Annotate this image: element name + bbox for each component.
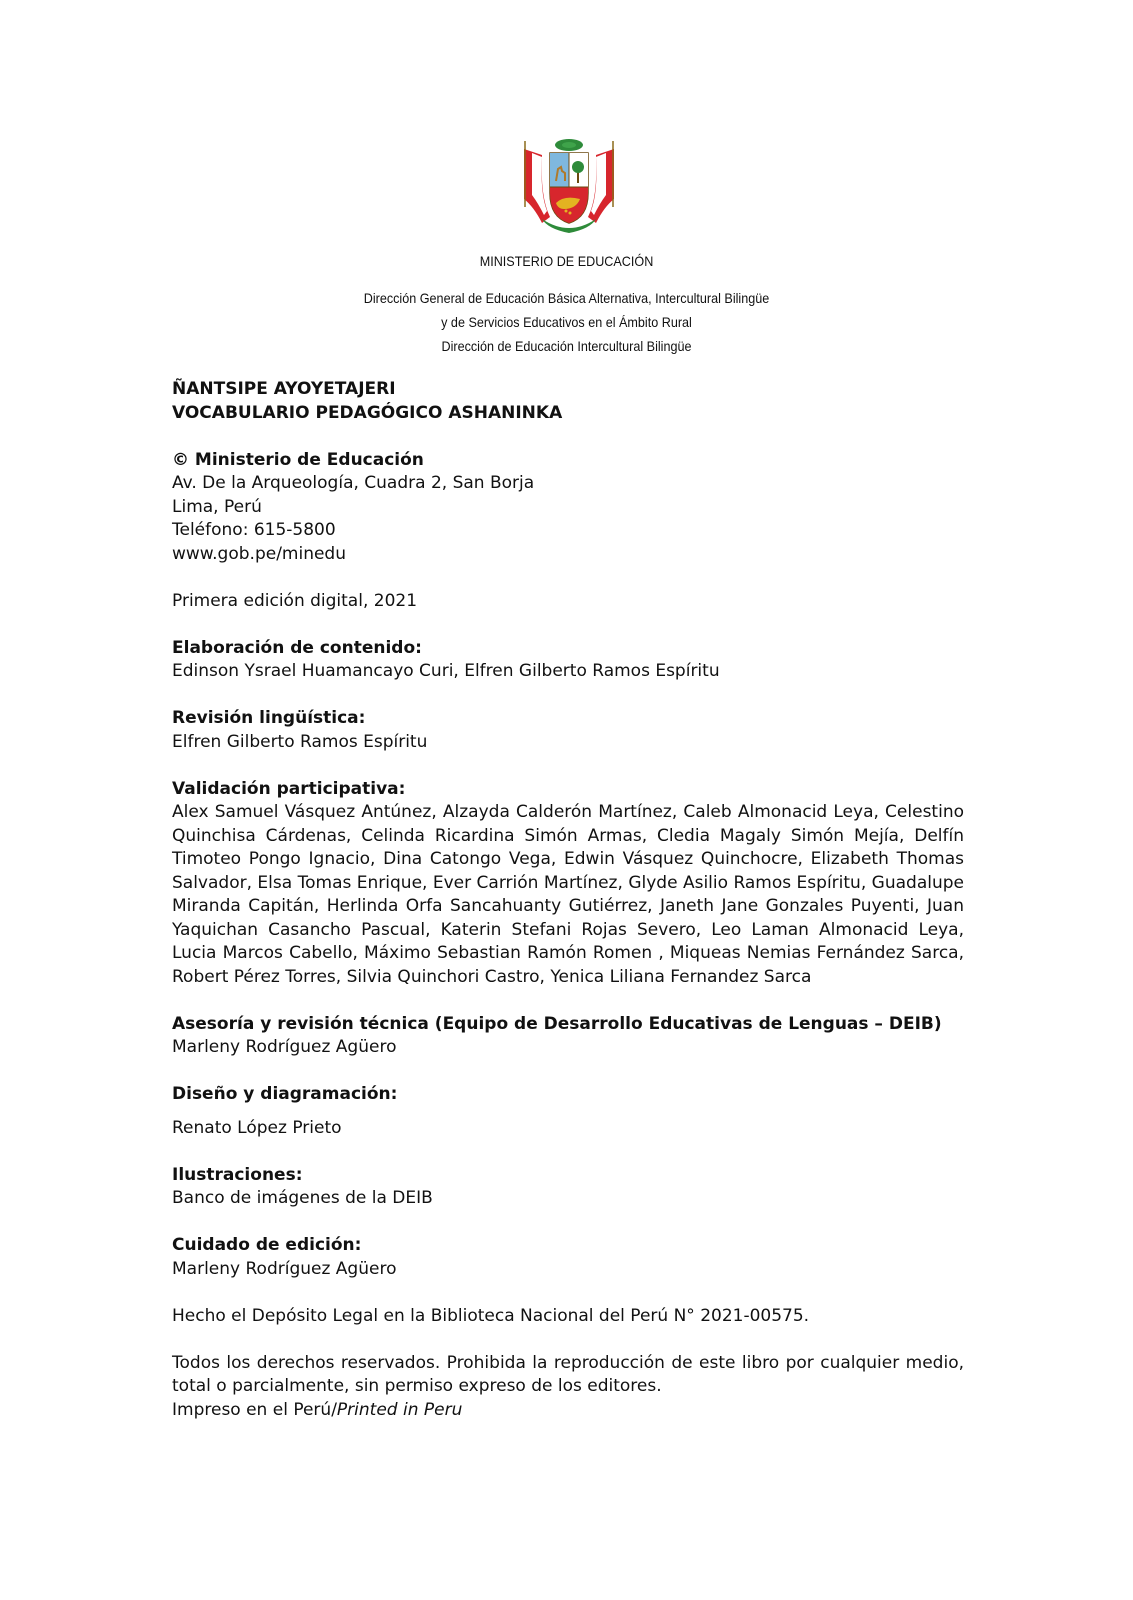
editor: Marleny Rodríguez Agüero bbox=[172, 1258, 397, 1279]
direction-line: Dirección General de Educación Básica Alternativa, Intercultural Bilingüe bbox=[363, 290, 770, 306]
coat-of-arms-of-peru-icon bbox=[520, 137, 618, 237]
direction-line: Dirección de Educación Intercultural Bilingüe bbox=[441, 338, 692, 354]
rights-notice: Todos los derechos reservados. Prohibida la reproducción de este libro por cualquier medio, total o parcialmente, sin permiso expreso de los editores. bbox=[172, 1352, 964, 1396]
designer: Renato López Prieto bbox=[172, 1117, 342, 1138]
content-label: Elaboración de contenido: bbox=[172, 637, 422, 658]
validation-label: Validación participativa: bbox=[172, 778, 406, 799]
direction-line: y de Servicios Educativos en el Ámbito Rural bbox=[441, 314, 692, 330]
printed-en: Printed in Peru bbox=[336, 1399, 463, 1420]
illustrations-source: Banco de imágenes de la DEIB bbox=[172, 1188, 433, 1208]
linguistic-reviewer: Elfren Gilberto Ramos Espíritu bbox=[172, 731, 428, 752]
publisher-web: www.gob.pe/minedu bbox=[172, 543, 347, 564]
legal-deposit: Hecho el Depósito Legal en la Biblioteca Nacional del Perú N° 2021-00575. bbox=[172, 1305, 810, 1326]
credits-content bbox=[172, 378, 964, 1422]
illustrations-label: Ilustraciones: bbox=[172, 1164, 303, 1185]
publisher-city: Lima, Perú bbox=[172, 496, 262, 517]
content-authors: Edinson Ysrael Huamancayo Curi, Elfren Gilberto Ramos Espíritu bbox=[172, 661, 720, 681]
printed-notice bbox=[172, 1399, 964, 1423]
advisory-label: Asesoría y revisión técnica (Equipo de Desarrollo Educativas de Lenguas – DEIB) bbox=[172, 1013, 942, 1034]
book-title-spanish: VOCABULARIO PEDAGÓGICO ASHANINKA bbox=[172, 402, 563, 423]
advisory-person: Marleny Rodríguez Agüero bbox=[172, 1037, 397, 1057]
edition: Primera edición digital, 2021 bbox=[172, 590, 418, 611]
design-label: Diseño y diagramación: bbox=[172, 1084, 398, 1104]
linguistic-review-label: Revisión lingüística: bbox=[172, 708, 366, 728]
publisher-address: Av. De la Arqueología, Cuadra 2, San Borja bbox=[172, 473, 535, 493]
printed-es: Impreso en el Perú/ bbox=[172, 1399, 337, 1420]
editing-label: Cuidado de edición: bbox=[172, 1235, 362, 1255]
publisher-phone: Teléfono: 615-5800 bbox=[172, 520, 336, 540]
direction-block bbox=[57, 286, 1077, 358]
book-title-ashaninka: ÑANTSIPE AYOYETAJERI bbox=[172, 379, 396, 399]
ministry-name: MINISTERIO DE EDUCACIÓN bbox=[479, 253, 654, 269]
validation-participants: Alex Samuel Vásquez Antúnez, Alzayda Calderón Martínez, Caleb Almonacid Leya, Celestino Quinchisa Cárdenas, Celinda Ricardina Simón Armas, Cledia Magaly Simón Mejía, Delfín Timoteo Pongo Ignacio, Dina Catongo Vega, Edwin Vásquez Quinchocre, Elizabeth Thomas Salvador, Elsa Tomas Enrique, Ever Carrión Martínez, Glyde Asilio Ramos Espíritu, Guadalupe Miranda Capitán, Herlinda Orfa Sancahuanty Gutiérrez, Janeth Jane Gonzales Puyenti, Juan Yaquichan Casancho Pascual, Katerin Stefani Rojas Severo, Leo Laman Almonacid Leya, Lucia Marcos Cabello, Máximo Sebastian Ramón Romen , Miqueas Nemias Fernández Sarca, Robert Pérez Torres, Silvia Quinchori Castro, Yenica Liliana Fernandez Sarca bbox=[172, 802, 964, 987]
publisher-name: © Ministerio de Educación bbox=[172, 449, 424, 470]
